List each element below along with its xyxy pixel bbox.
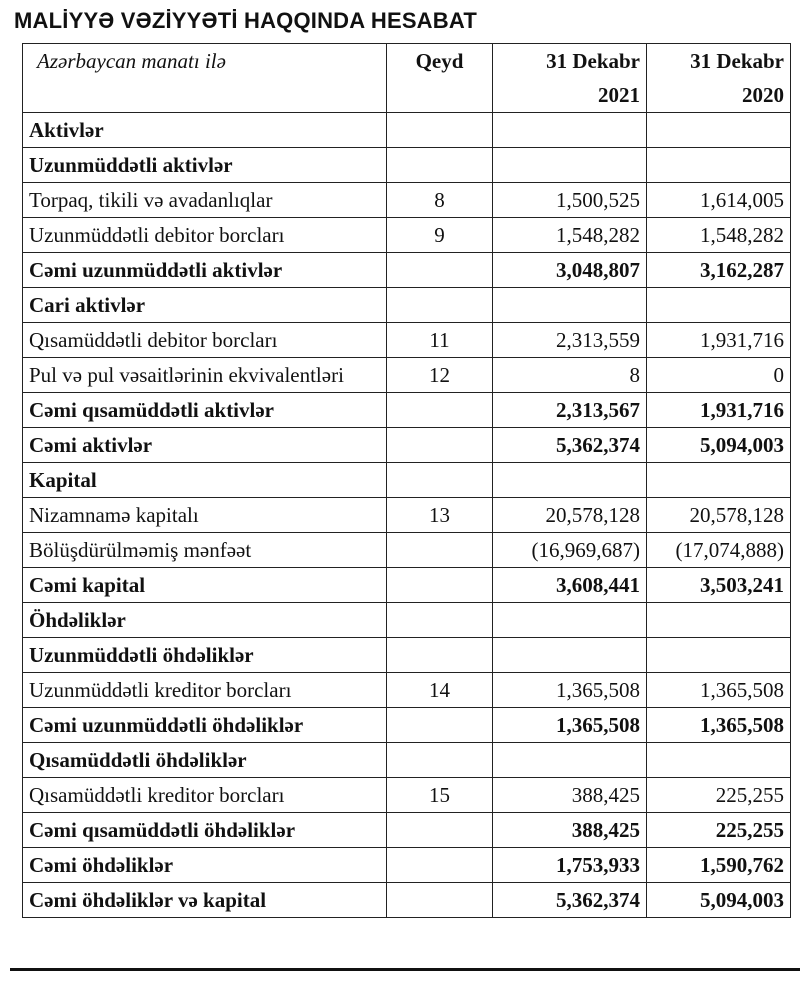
row-value-2021 [493, 638, 647, 673]
row-label: Cari aktivlər [23, 288, 387, 323]
column-header-2020-date: 31 Dekabr [690, 49, 784, 73]
row-note: 13 [387, 498, 493, 533]
currency-unit-label: Azərbaycan manatı ilə [23, 44, 387, 113]
row-value-2020 [647, 288, 791, 323]
row-value-2021: 1,500,525 [493, 183, 647, 218]
row-note: 15 [387, 778, 493, 813]
table-row [23, 848, 791, 883]
row-note [387, 533, 493, 568]
table-row [23, 428, 791, 463]
row-value-2020: 1,614,005 [647, 183, 791, 218]
row-value-2020: (17,074,888) [647, 533, 791, 568]
column-header-2020 [647, 44, 791, 113]
row-value-2021: (16,969,687) [493, 533, 647, 568]
row-value-2021: 1,548,282 [493, 218, 647, 253]
row-label: Cəmi aktivlər [23, 428, 387, 463]
table-row [23, 113, 791, 148]
row-label: Pul və pul vəsaitlərinin ekvivalentləri [23, 358, 387, 393]
row-label: Uzunmüddətli debitor borcları [23, 218, 387, 253]
row-label: Cəmi qısamüddətli öhdəliklər [23, 813, 387, 848]
row-note: 8 [387, 183, 493, 218]
row-value-2021: 1,365,508 [493, 673, 647, 708]
row-value-2020: 20,578,128 [647, 498, 791, 533]
row-value-2021: 1,365,508 [493, 708, 647, 743]
table-row [23, 603, 791, 638]
table-row [23, 743, 791, 778]
table-row [23, 323, 791, 358]
row-note [387, 603, 493, 638]
row-label: Qısamüddətli debitor borcları [23, 323, 387, 358]
row-note: 12 [387, 358, 493, 393]
row-value-2020: 1,931,716 [647, 323, 791, 358]
column-header-2021 [493, 44, 647, 113]
row-note [387, 428, 493, 463]
row-value-2020: 0 [647, 358, 791, 393]
row-value-2020 [647, 463, 791, 498]
table-row [23, 778, 791, 813]
row-value-2021 [493, 463, 647, 498]
table-row [23, 673, 791, 708]
row-value-2021: 20,578,128 [493, 498, 647, 533]
row-note [387, 568, 493, 603]
note-column-header: Qeyd [387, 44, 493, 113]
table-row [23, 148, 791, 183]
table-row [23, 253, 791, 288]
row-note: 11 [387, 323, 493, 358]
column-header-2021-year: 2021 [598, 83, 640, 107]
row-label: Aktivlər [23, 113, 387, 148]
row-label: Cəmi öhdəliklər [23, 848, 387, 883]
row-value-2020: 1,548,282 [647, 218, 791, 253]
row-value-2020: 225,255 [647, 813, 791, 848]
report-title: MALİYYƏ VƏZİYYƏTİ HAQQINDA HESABAT [14, 8, 477, 33]
row-value-2021: 388,425 [493, 778, 647, 813]
row-value-2021: 3,048,807 [493, 253, 647, 288]
table-row [23, 813, 791, 848]
row-note [387, 883, 493, 918]
row-value-2021 [493, 113, 647, 148]
row-label: Uzunmüddətli öhdəliklər [23, 638, 387, 673]
row-note [387, 638, 493, 673]
row-value-2020 [647, 603, 791, 638]
row-note [387, 708, 493, 743]
row-label: Cəmi uzunmüddətli aktivlər [23, 253, 387, 288]
row-label: Torpaq, tikili və avadanlıqlar [23, 183, 387, 218]
row-value-2021 [493, 148, 647, 183]
table-row [23, 533, 791, 568]
row-note [387, 848, 493, 883]
row-value-2020 [647, 113, 791, 148]
table-row [23, 883, 791, 918]
table-row [23, 218, 791, 253]
table-row [23, 393, 791, 428]
row-value-2021 [493, 603, 647, 638]
table-row [23, 183, 791, 218]
table-header-row [23, 44, 791, 113]
column-header-2021-date: 31 Dekabr [546, 49, 640, 73]
row-value-2020: 5,094,003 [647, 883, 791, 918]
row-label: Qısamüddətli öhdəliklər [23, 743, 387, 778]
row-note [387, 148, 493, 183]
row-value-2020: 3,503,241 [647, 568, 791, 603]
row-note [387, 393, 493, 428]
financial-position-table [22, 43, 791, 918]
row-value-2020 [647, 743, 791, 778]
column-header-2020-year: 2020 [742, 83, 784, 107]
row-note [387, 813, 493, 848]
row-note [387, 463, 493, 498]
row-note [387, 253, 493, 288]
row-note [387, 743, 493, 778]
row-note [387, 288, 493, 323]
row-note [387, 113, 493, 148]
row-label: Kapital [23, 463, 387, 498]
row-label: Cəmi uzunmüddətli öhdəliklər [23, 708, 387, 743]
table-row [23, 638, 791, 673]
row-value-2021 [493, 288, 647, 323]
row-value-2020: 1,365,508 [647, 708, 791, 743]
row-label: Nizamnamə kapitalı [23, 498, 387, 533]
row-value-2021: 2,313,567 [493, 393, 647, 428]
row-value-2021: 2,313,559 [493, 323, 647, 358]
row-label: Öhdəliklər [23, 603, 387, 638]
table-row [23, 568, 791, 603]
row-label: Uzunmüddətli kreditor borcları [23, 673, 387, 708]
row-value-2020: 1,590,762 [647, 848, 791, 883]
row-value-2021: 3,608,441 [493, 568, 647, 603]
row-label: Bölüşdürülməmiş mənfəət [23, 533, 387, 568]
row-value-2021: 5,362,374 [493, 883, 647, 918]
table-row [23, 288, 791, 323]
row-value-2020 [647, 638, 791, 673]
row-note: 14 [387, 673, 493, 708]
row-value-2020: 5,094,003 [647, 428, 791, 463]
table-row [23, 708, 791, 743]
row-value-2020 [647, 148, 791, 183]
row-value-2020: 1,931,716 [647, 393, 791, 428]
row-value-2020: 1,365,508 [647, 673, 791, 708]
row-label: Cəmi qısamüddətli aktivlər [23, 393, 387, 428]
table-row [23, 498, 791, 533]
table-row [23, 463, 791, 498]
row-value-2021: 5,362,374 [493, 428, 647, 463]
row-label: Uzunmüddətli aktivlər [23, 148, 387, 183]
bottom-rule [10, 968, 800, 971]
row-label: Qısamüddətli kreditor borcları [23, 778, 387, 813]
row-value-2021 [493, 743, 647, 778]
table-row [23, 358, 791, 393]
row-value-2021: 388,425 [493, 813, 647, 848]
row-value-2020: 3,162,287 [647, 253, 791, 288]
row-label: Cəmi öhdəliklər və kapital [23, 883, 387, 918]
row-value-2021: 8 [493, 358, 647, 393]
row-note: 9 [387, 218, 493, 253]
row-value-2021: 1,753,933 [493, 848, 647, 883]
row-label: Cəmi kapital [23, 568, 387, 603]
row-value-2020: 225,255 [647, 778, 791, 813]
